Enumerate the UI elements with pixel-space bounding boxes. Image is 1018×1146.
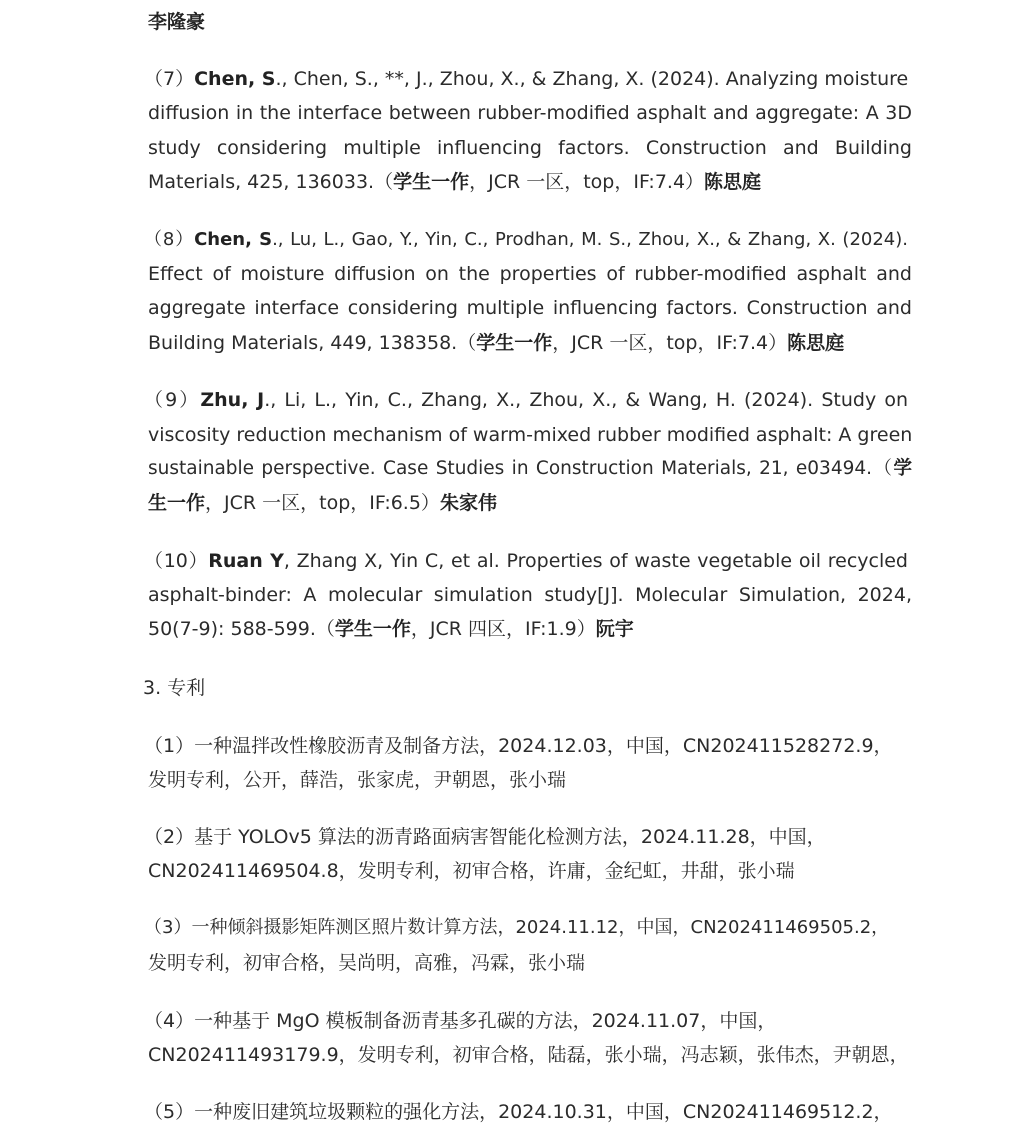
student-first-author-tag: 学 xyxy=(893,458,912,479)
patent-line: CN202411493179.9，发明专利，初审合格，陆磊，张小瑞，冯志颖，张伟杰，尹朝恩， xyxy=(148,1044,909,1066)
student-name: 阮宇 xyxy=(595,618,634,640)
patent-line: （1）一种温拌改性橡胶沥青及制备方法，2024.12.03，中国，CN202411528272.9， xyxy=(144,735,893,757)
paper-line xyxy=(148,331,912,355)
student-name: 陈思庭 xyxy=(704,171,762,193)
entry-number: （10） xyxy=(144,550,209,572)
paper-line xyxy=(148,457,912,481)
entry-number: （9） xyxy=(144,389,201,411)
citation-text: sustainable perspective. Case Studies in Construction Materials, 21, e03494.（ xyxy=(148,458,894,479)
paper-line: diffusion in the interface between rubber-modified asphalt and aggregate: A 3D xyxy=(148,102,912,124)
student-first-author-tag: 生一作 xyxy=(148,492,206,514)
student-first-author-tag: 学生一作 xyxy=(393,171,470,193)
patent-line: （2）基于 YOLOv5 算法的沥青路面病害智能化检测方法，2024.11.28，中国， xyxy=(144,826,826,848)
first-author: Zhu, J xyxy=(200,389,265,411)
first-author: Chen, S xyxy=(194,229,273,250)
citation-text: Materials, 425, 136033.（ xyxy=(148,171,394,193)
paper-line: Effect of moisture diffusion on the properties of rubber-modified asphalt and xyxy=(148,263,912,285)
patent-line: CN202411469504.8，发明专利，初审合格，许庸，金纪虹，井甜，张小瑞 xyxy=(148,860,795,882)
paper-line: aggregate interface considering multiple influencing factors. Construction and xyxy=(148,297,912,319)
first-author: Ruan Y xyxy=(208,550,284,572)
section-heading-patents: 3. 专利 xyxy=(143,677,206,699)
citation-text: ., Lu, L., Gao, Y., Yin, C., Prodhan, M. S., Zhou, X., & Zhang, X. (2024). xyxy=(272,229,908,250)
paper-line xyxy=(148,491,912,515)
journal-rank: ，JCR 一区，top，IF:7.4） xyxy=(469,171,705,193)
first-author: Chen, S xyxy=(194,68,276,90)
patent-line: （3）一种倾斜摄影矩阵测区照片数计算方法，2024.11.12，中国，CN202411469505.2， xyxy=(144,917,890,938)
citation-text: Building Materials, 449, 138358.（ xyxy=(148,332,477,354)
student-name: 陈思庭 xyxy=(787,332,845,354)
patent-line: 发明专利，初审合格，吴尚明，高雅，冯霖，张小瑞 xyxy=(148,952,586,974)
citation-text: ., Li, L., Yin, C., Zhang, X., Zhou, X., & Wang, H. (2024). Study on xyxy=(264,389,908,411)
journal-rank: ，JCR 一区，top，IF:6.5） xyxy=(205,492,440,514)
citation-text: ., Chen, S., **, J., Zhou, X., & Zhang, X. (2024). Analyzing moisture xyxy=(275,68,909,90)
paper-line xyxy=(144,67,908,91)
paper-line xyxy=(144,388,908,412)
entry-number: （7） xyxy=(144,68,195,90)
entry-number: （8） xyxy=(144,229,195,250)
paper-line xyxy=(148,617,912,641)
author-name-heading: 李隆豪 xyxy=(148,11,206,33)
student-first-author-tag: 学生一作 xyxy=(334,618,411,640)
student-first-author-tag: 学生一作 xyxy=(476,332,553,354)
patent-line: （5）一种废旧建筑垃圾颗粒的强化方法，2024.10.31，中国，CN202411469512.2， xyxy=(144,1101,893,1123)
patent-line: （4）一种基于 MgO 模板制备沥青基多孔碳的方法，2024.11.07，中国， xyxy=(144,1010,777,1032)
patent-line: 发明专利，公开，薛浩，张家虎，尹朝恩，张小瑞 xyxy=(148,769,567,791)
student-name: 朱家伟 xyxy=(439,492,497,514)
paper-line: asphalt-binder: A molecular simulation study[J]. Molecular Simulation, 2024, xyxy=(148,584,912,606)
paper-line: study considering multiple influencing factors. Construction and Building xyxy=(148,137,912,159)
citation-text: 50(7-9): 588-599.（ xyxy=(148,618,335,640)
paper-line xyxy=(144,228,908,252)
paper-line xyxy=(144,549,908,573)
journal-rank: ，JCR 一区，top，IF:7.4） xyxy=(552,332,788,354)
journal-rank: ，JCR 四区，IF:1.9） xyxy=(410,618,596,640)
citation-text: , Zhang X, Yin C, et al. Properties of waste vegetable oil recycled xyxy=(283,550,908,572)
paper-line xyxy=(148,170,912,194)
paper-line: viscosity reduction mechanism of warm-mixed rubber modified asphalt: A green xyxy=(148,424,913,446)
